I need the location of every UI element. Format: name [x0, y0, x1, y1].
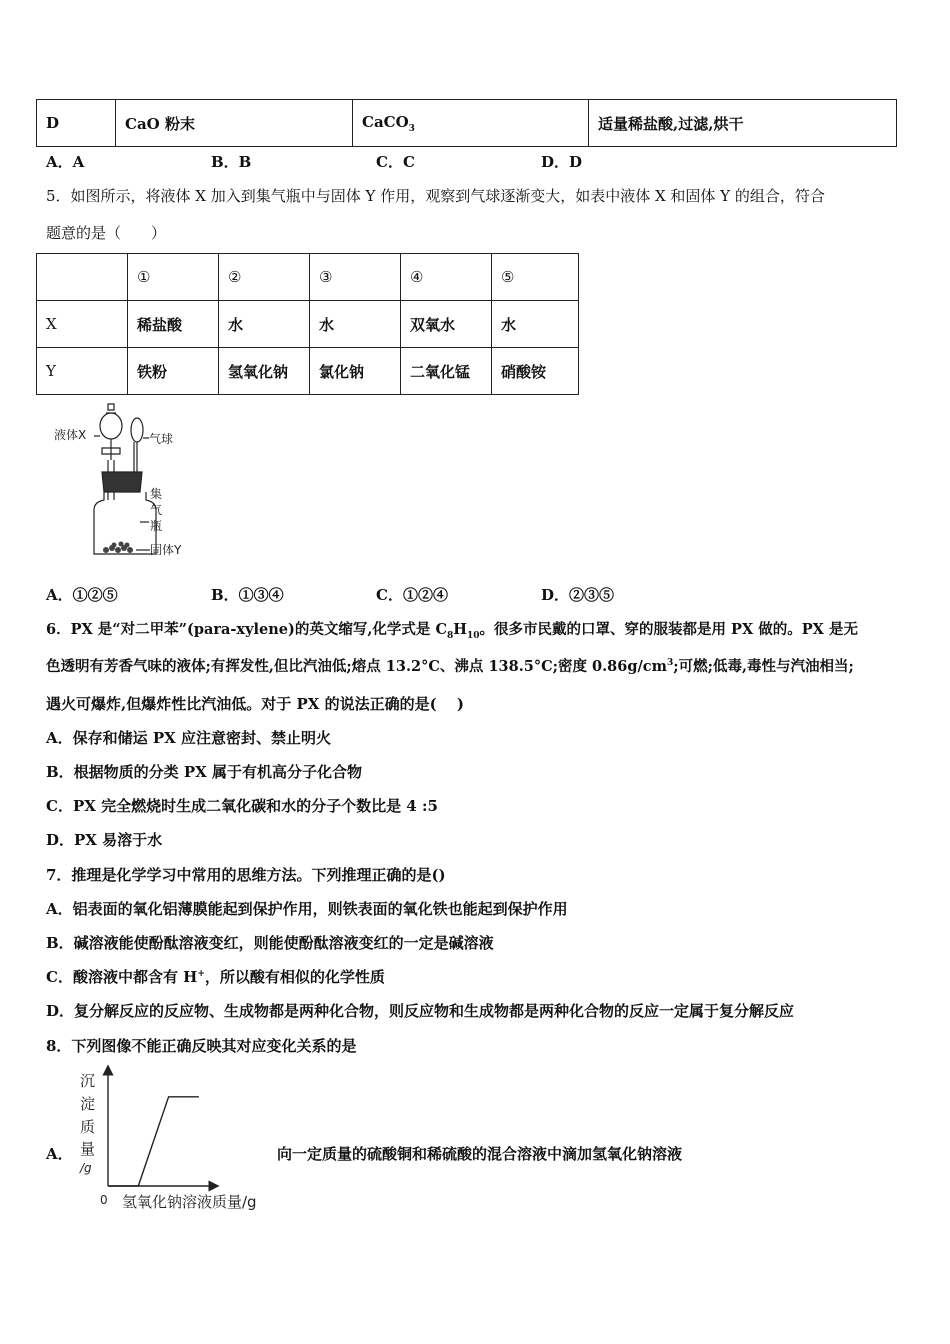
question6-stem-line3: 遇火可爆炸,但爆炸性比汽油低。对于 PX 的说法正确的是( ) — [46, 695, 465, 713]
option-b: B．B — [211, 153, 252, 171]
option-c: C．C — [376, 153, 415, 171]
question6-option-a: A．保存和储运 PX 应注意密封、禁止明火 — [46, 729, 332, 747]
question8-option-a-text: 向一定质量的硫酸铜和稀硫酸的混合溶液中滴加氢氧化钠溶液 — [277, 1145, 683, 1163]
question7-stem: 7．推理是化学学习中常用的思维方法。下列推理正确的是() — [46, 866, 446, 884]
table-cell: 硝酸铵 — [492, 348, 579, 395]
question7-option-d: D．复分解反应的反应物、生成物都是两种化合物，则反应物和生成物都是两种化合物的反应一定属于复分解反应 — [46, 1002, 795, 1020]
table-cell: 二氧化锰 — [401, 348, 492, 395]
table-row — [37, 301, 579, 348]
table-cell: 铁粉 — [128, 348, 219, 395]
label-solid-y: 固体Y — [150, 543, 182, 557]
option-b: B．①③④ — [211, 586, 284, 604]
table-cell: ② — [219, 254, 310, 301]
label-bottle-1: 集 — [150, 487, 163, 501]
label-bottle-3: 瓶 — [150, 519, 163, 533]
label-balloon: 气球 — [149, 432, 174, 446]
question5-table — [36, 253, 579, 395]
x-axis-label: 氢氧化钠溶液质量/g — [122, 1193, 257, 1211]
question6-option-d: D．PX 易溶于水 — [46, 831, 163, 849]
row-d-substance: CaO 粉末 — [116, 100, 353, 147]
question7-option-c: C．酸溶液中都含有 H+，所以酸有相似的化学性质 — [46, 968, 385, 986]
label-liquid-x: 液体X — [54, 428, 87, 442]
y-label-char-4: 量 — [80, 1140, 96, 1158]
table-cell: Y — [37, 348, 128, 395]
question8-option-a-label: A． — [46, 1145, 73, 1163]
option-a: A．A — [46, 153, 85, 171]
table-cell: 水 — [310, 301, 401, 348]
question5-stem-line1: 5．如图所示，将液体 X 加入到集气瓶中与固体 Y 作用，观察到气球逐渐变大，如表中液体 X 和固体 Y 的组合，符合 — [46, 187, 825, 205]
option-c: C．①②④ — [376, 586, 448, 604]
table-cell: 水 — [219, 301, 310, 348]
question6-stem-line1: 6．PX 是“对二甲苯”(para-xylene)的英文缩写,化学式是 $C_8H_{10}$。很多市民戴的口罩、穿的服装都是用 PX 做的。PX 是无 — [46, 621, 858, 641]
option-d: D．②③⑤ — [541, 586, 615, 604]
question7-option-b: B．碱溶液能使酚酞溶液变红，则能使酚酞溶液变红的一定是碱溶液 — [46, 934, 494, 952]
question6-option-b: B．根据物质的分类 PX 属于有机高分子化合物 — [46, 763, 363, 781]
row-d-method: 适量稀盐酸,过滤,烘干 — [589, 100, 897, 147]
table-cell: X — [37, 301, 128, 348]
table-row — [37, 348, 579, 395]
series-line — [108, 1097, 199, 1186]
y-label-char-1: 沉 — [80, 1072, 96, 1090]
table-cell: 双氧水 — [401, 301, 492, 348]
option-d: D．D — [541, 153, 583, 171]
table-cell: 稀盐酸 — [128, 301, 219, 348]
table-cell: 水 — [492, 301, 579, 348]
row-d-impurity: CaCO$_3$ — [353, 100, 589, 147]
y-label-char-2: 淀 — [80, 1095, 96, 1113]
table-cell: ④ — [401, 254, 492, 301]
question6-stem-line2: 色透明有芳香气味的液体;有挥发性,但比汽油低;熔点 13.2°C、沸点 138.5°C;密度 $0.86g/cm^3$;可燃;低毒,毒性与汽油相当; — [46, 658, 854, 675]
gas-bottle-apparatus-figure — [50, 400, 210, 565]
question8-option-a-chart — [72, 1062, 277, 1212]
y-label-char-3: 质 — [80, 1118, 96, 1136]
table-cell: 氢氧化钠 — [219, 348, 310, 395]
origin-label: 0 — [100, 1193, 108, 1207]
table-cell — [37, 254, 128, 301]
y-unit: /g — [80, 1161, 92, 1175]
option-a: A．①②⑤ — [46, 586, 118, 604]
table-header-row — [37, 254, 579, 301]
question6-option-c: C．PX 完全燃烧时生成二氧化碳和水的分子个数比是 4 :5 — [46, 797, 438, 815]
row-d-label: D — [37, 100, 116, 147]
question8-stem: 8．下列图像不能正确反映其对应变化关系的是 — [46, 1037, 357, 1055]
question5-stem-line2: 题意的是（ ） — [46, 224, 167, 242]
table-cell: ③ — [310, 254, 401, 301]
table-cell: 氯化钠 — [310, 348, 401, 395]
question7-option-a: A．铝表面的氧化铝薄膜能起到保护作用，则铁表面的氧化铁也能起到保护作用 — [46, 900, 568, 918]
label-bottle-2: 气 — [150, 503, 163, 517]
table-cell: ① — [128, 254, 219, 301]
table-cell: ⑤ — [492, 254, 579, 301]
question4-table-row-d — [36, 99, 897, 147]
